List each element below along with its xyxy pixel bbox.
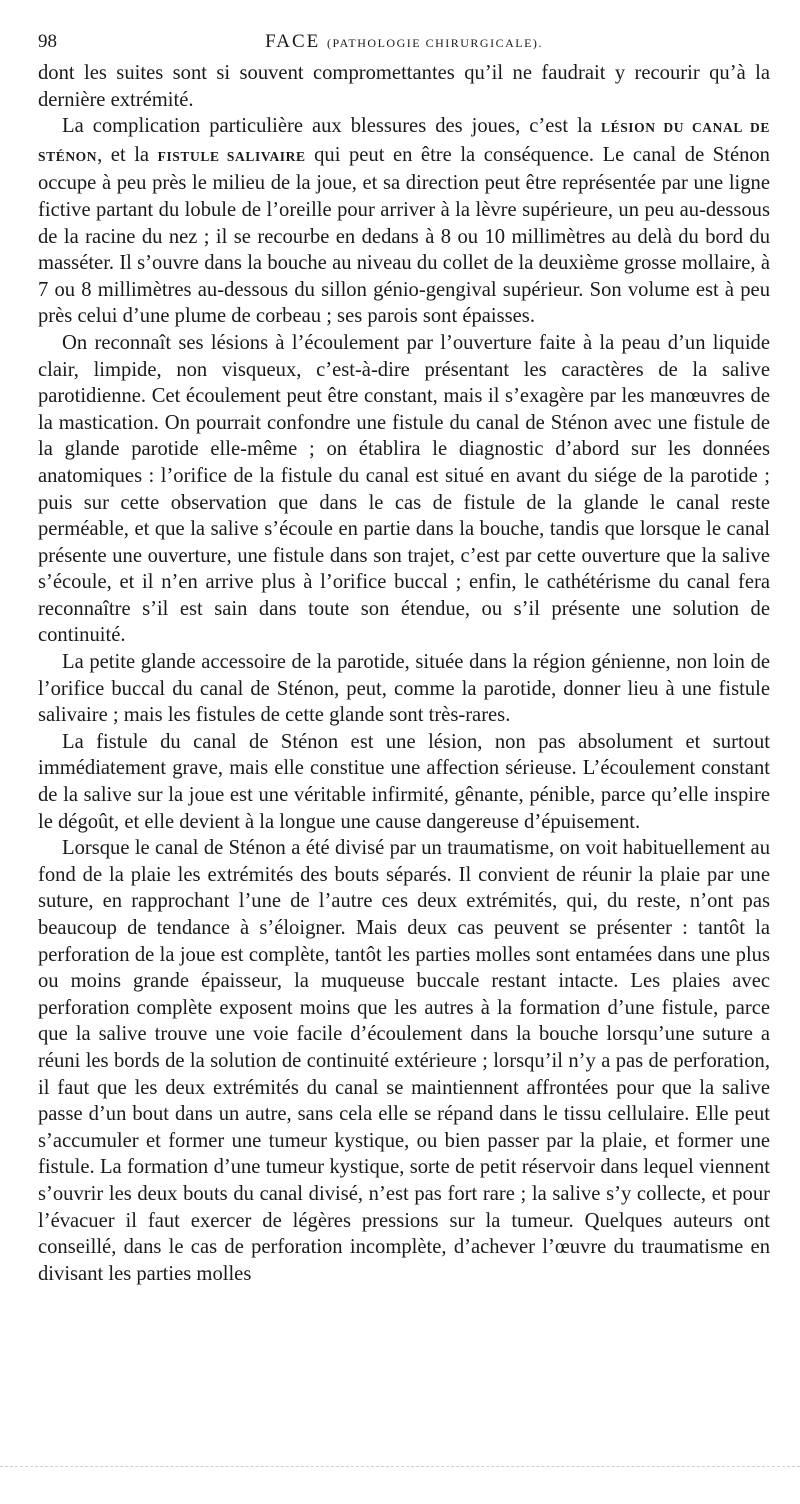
paragraph-text: dont les suites sont si souvent compromettantes qu’il ne faudrait y recourir qu’à la dernière extrémité. (38, 62, 770, 111)
emphasized-term: FISTULE SALIVAIRE (157, 148, 306, 164)
paragraph (38, 113, 770, 330)
paragraph-text: Lorsque le canal de Sténon a été divisé par un traumatisme, on voit habituellement au fond de la plaie les extrémités des bouts séparés. Il convient de réunir la plaie par une suture, en rapprochant l’une de l’autre ces deux extrémités, qui, du reste, n’ont pas beaucoup de tendance à s’éloigner. Mais deux cas peuvent se présenter : tantôt la perforation de la joue est complète, tantôt les parties molles sont entamées dans une plus ou moins grande épaisseur, la muqueuse buccale restant intacte. Les plaies avec perforation complète exposent moins que les autres à la formation d’une fistule, parce que la salive trouve une voie facile d’écoulement dans la bouche lorsqu’une suture a réuni les bords de la solution de continuité extérieure ; lorsqu’il n’y a pas de perforation, il faut que les deux extrémités du canal se maintiennent affrontées pour que la salive passe d’un bout dans un autre, sans cela elle se répand dans le tissu cellulaire. Elle peut s’accumuler et former une tumeur kystique, ou bien passer par la plaie, et former une fistule. La formation d’une tumeur kystique, sorte de petit réservoir dans lequel viennent s’ouvrir les deux bouts du canal divisé, n’est pas fort rare ; la salive s’y collecte, et pour l’évacuer il faut exercer de légères pressions sur la tumeur. Quelques auteurs ont conseillé, dans le cas de perforation incomplète, d’achever l’œuvre du traumatisme en divisant les parties molles (38, 837, 770, 1285)
running-head (38, 28, 770, 56)
body-text (38, 60, 770, 1287)
paragraph (38, 835, 770, 1287)
emphasized-term: LÉSION DU CANAL DE STÉNON (38, 120, 770, 164)
book-page (38, 28, 770, 1287)
paragraph-text: La complication particulière aux blessures des joues, c’est la (62, 115, 601, 138)
paragraph (38, 729, 770, 835)
running-title-main: FACE (265, 31, 321, 52)
page-number: 98 (38, 31, 57, 52)
paragraph-text: On reconnaît ses lésions à l’écoulement par l’ouverture faite à la peau d’un liquide clair, limpide, non visqueux, c’est-à-dire présentant les caractères de la salive parotidienne. Cet écoulement peut être constant, mais il s’exagère par les manœuvres de la mastication. On pourrait confondre une fistule du canal de Sténon avec une fistule de la glande parotide elle-même ; on établira le diagnostic d’abord sur les données anatomiques : l’orifice de la fistule du canal est situé en avant du siége de la parotide ; puis sur cette observation que dans le cas de fistule de la glande le canal reste perméable, et que la salive s’écoule en partie dans la bouche, tandis que lorsque le canal présente une ouverture, une fistule dans son trajet, c’est par cette ouverture que la salive s’écoule, et il n’en arrive plus à l’orifice buccal ; enfin, le cathétérisme du canal fera reconnaître s’il est sain dans toute son étendue, ou s’il présente une solution de continuité. (38, 331, 770, 647)
paragraph (38, 649, 770, 729)
paragraph-text: La petite glande accessoire de la parotide, située dans la région génienne, non loin de l’orifice buccal du canal de Sténon, peut, comme la parotide, donner lieu à une fistule salivaire ; mais les fistules de cette glande sont très-rares. (38, 651, 770, 727)
paragraph-text: qui peut en être la conséquence. Le canal de Sténon occupe à peu près le milieu de la joue, et sa direction peut être représentée par une ligne fictive partant du lobule de l’oreille pour arriver à la lèvre supérieure, un peu au-dessous de la racine du nez ; il se recourbe en dedans à 8 ou 10 millimètres au delà du bord du masséter. Il s’ouvre dans la bouche au niveau du collet de la deuxième grosse mollaire, à 7 ou 8 millimètres au-dessous du sillon génio-gengival supérieur. Son volume est à peu près celui d’une plume de corbeau ; ses parois sont épaisses. (38, 143, 770, 328)
running-title-subtitle: (PATHOLOGIE CHIRURGICALE). (327, 36, 543, 50)
page-bottom-rule (0, 1466, 800, 1469)
paragraph (38, 60, 770, 113)
paragraph (38, 330, 770, 649)
running-title (38, 28, 770, 57)
paragraph-text: La fistule du canal de Sténon est une lésion, non pas absolument et surtout immédiatement grave, mais elle constitue une affection sérieuse. L’écoulement constant de la salive sur la joue est une véritable infirmité, gênante, pénible, parce qu’elle inspire le dégoût, et elle devient à la longue une cause dangereuse d’épuisement. (38, 730, 770, 833)
paragraph-text: , et la (97, 143, 158, 166)
